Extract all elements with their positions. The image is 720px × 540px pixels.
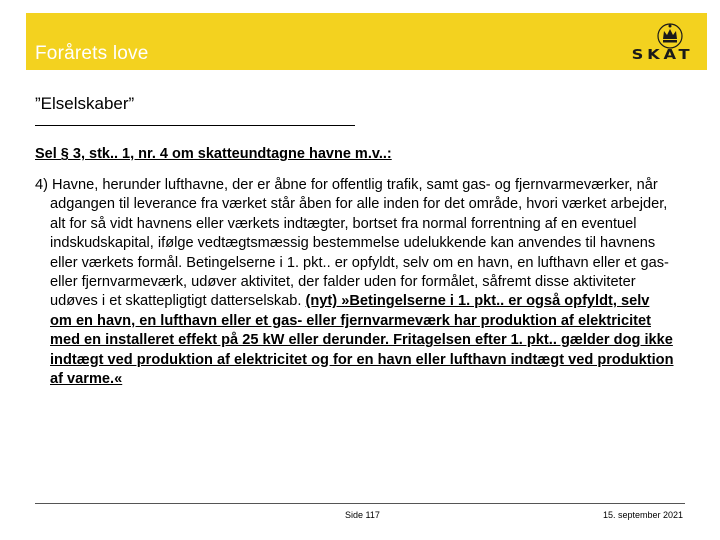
law-paragraph bbox=[35, 176, 675, 389]
presentation-title: Forårets love bbox=[35, 43, 149, 64]
law-text-new: (nyt) »Betingelserne i 1. pkt.. er også opfyldt, selv om en havn, en lufthavn eller et gas- eller fjernvarmeværk har produktion af elektricitet med en installeret effekt på 25 kW eller derunder. Fritagelsen efter 1. pkt.. gælder dog ikke indtægt ved produktion af elektricitet og for en havn eller lufthavn indtægt ved produktion af varme.« bbox=[50, 293, 674, 388]
logo-wordmark: SKAT bbox=[631, 48, 693, 63]
law-text-existing: 4) Havne, herunder lufthavne, der er åbne for offentlig trafik, samt gas- og fjernvarmeværker, når adgangen til leverance fra værket står åben for alle inden for det område, hvori værket arbejder, alt for så vidt havnens eller værkets indtægter, bortset fra normal forrentning af en eventuel indskudskapital, ifølge vedtægtsmæssig bestemmelse udelukkende kan anvendes til havnens eller værkets formål. Betingelserne i 1. pkt.. er opfyldt, selv om en havn, en lufthavn eller et gas- eller fjernvarmeværk, udøver aktivitet, der falder uden for formålet, såfremt disse aktiviteter udøves i et skattepligtigt datterselskab. bbox=[35, 177, 669, 310]
header-banner bbox=[26, 13, 707, 70]
law-heading: Sel § 3, stk.. 1, nr. 4 om skatteundtagne havne m.v..: bbox=[35, 146, 392, 162]
page-number: Side 117 bbox=[345, 510, 380, 520]
crown-icon bbox=[655, 21, 685, 49]
slide-date: 15. september 2021 bbox=[602, 510, 683, 520]
subtitle-divider bbox=[35, 125, 355, 126]
skat-logo bbox=[621, 21, 693, 65]
footer-divider bbox=[35, 503, 685, 504]
slide-subtitle: ”Elselskaber” bbox=[35, 94, 135, 113]
